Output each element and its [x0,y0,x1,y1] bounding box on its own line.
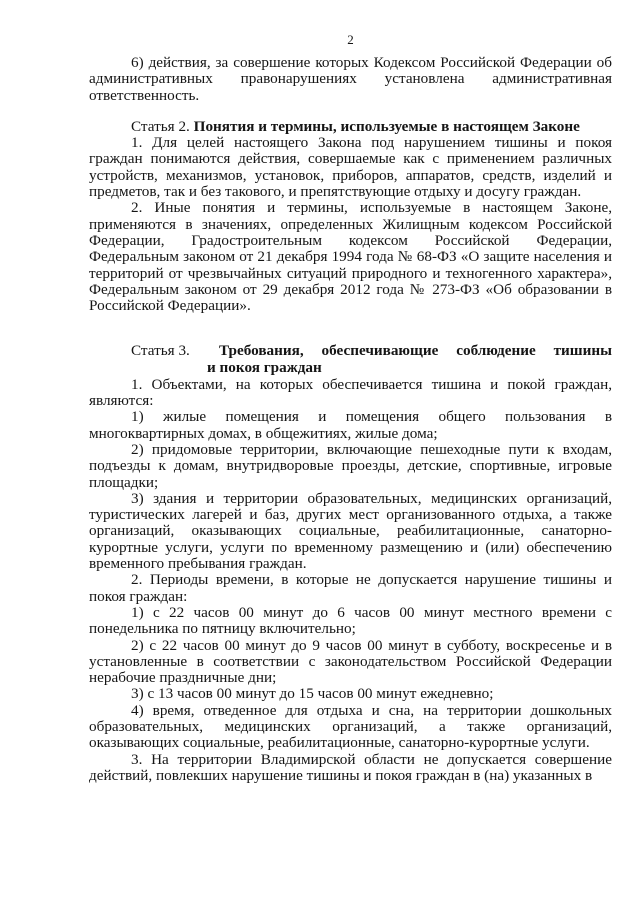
article-3-heading [89,342,612,360]
article-2-paragraph-2: 2. Иные понятия и термины, используемые в настоящем Законе, применяются в значениях, определенных Жилищным кодексом Российской Федерации, Градостроительным кодексом Российской Федерации, Федеральным законом от 21 декабря 1994 года № 68-ФЗ «О защите населения и территорий от чрезвычайных ситуаций природного и техногенного характера», Федеральным законом от 29 декабря 2012 года № 273-ФЗ «Об образовании в Российской Федерации». [89,199,612,315]
article-3-item-1-2: 2) придомовые территории, включающие пешеходные пути к входам, подъезды к домам, внутридворовые проезды, детские, спортивные, игровые площадки; [89,440,612,491]
article-3-title-line1: Требования, обеспечивающие соблюдение тишины [219,342,612,360]
article-3-title-line2: и покоя граждан [207,359,322,377]
article-2-paragraph-1: 1. Для целей настоящего Закона под нарушением тишины и покоя граждан понимаются действия, совершаемые как с применением различных устройств, механизмов, установок, приборов, аппаратов, средств, изделий и предметов, так и без такового, и препятствующие отдыху и досугу граждан. [89,134,612,201]
article-3-label: Статья 3. [131,342,190,360]
article-3-item-2-3: 3) с 13 часов 00 минут до 15 часов 00 минут ежедневно; [131,685,494,703]
paragraph-item-6: 6) действия, за совершение которых Кодексом Российской Федерации об административных правонарушениях установлена административная ответственность. [89,54,612,104]
article-3-item-1-1: 1) жилые помещения и помещения общего пользования в многоквартирных домах, в общежитиях, жилые дома; [89,408,612,442]
article-3-item-2-2: 2) с 22 часов 00 минут до 9 часов 00 минут в субботу, воскресенье и в установленные в соответствии с законодательством Российской Федерации нерабочие праздничные дни; [89,636,612,687]
article-3-paragraph-1: 1. Объектами, на которых обеспечивается тишина и покой граждан, являются: [89,375,612,410]
page-number: 2 [347,32,354,47]
article-2-label: Статья 2. [131,117,190,135]
article-3-item-1-3: 3) здания и территории образовательных, медицинских организаций, туристических лагерей и баз, других мест организованного отдыха, а также организаций, оказывающих социальные, реабилитационные, санаторно-курортные услуги, услуги по временному размещению и (или) обеспечению временного пребывания граждан. [89,489,612,573]
article-3-paragraph-3: 3. На территории Владимирской области не допускается совершение действий, повлекших нарушение тишины и покоя граждан в (на) указанных в [89,750,612,784]
article-2-title: Понятия и термины, используемые в настоящем Законе [193,117,580,135]
article-3-item-2-1: 1) с 22 часов 00 минут до 6 часов 00 минут местного времени с понедельника по пятницу включительно; [89,603,612,638]
article-3-item-2-4: 4) время, отведенное для отдыха и сна, на территории дошкольных образовательных, медицинских организаций, а также организаций, оказывающих социальные, реабилитационные, санаторно-курортные услуги. [89,701,612,752]
article-3-paragraph-2: 2. Периоды времени, в которые не допускается нарушение тишины и покоя граждан: [89,571,612,605]
article-2-heading [89,119,612,135]
